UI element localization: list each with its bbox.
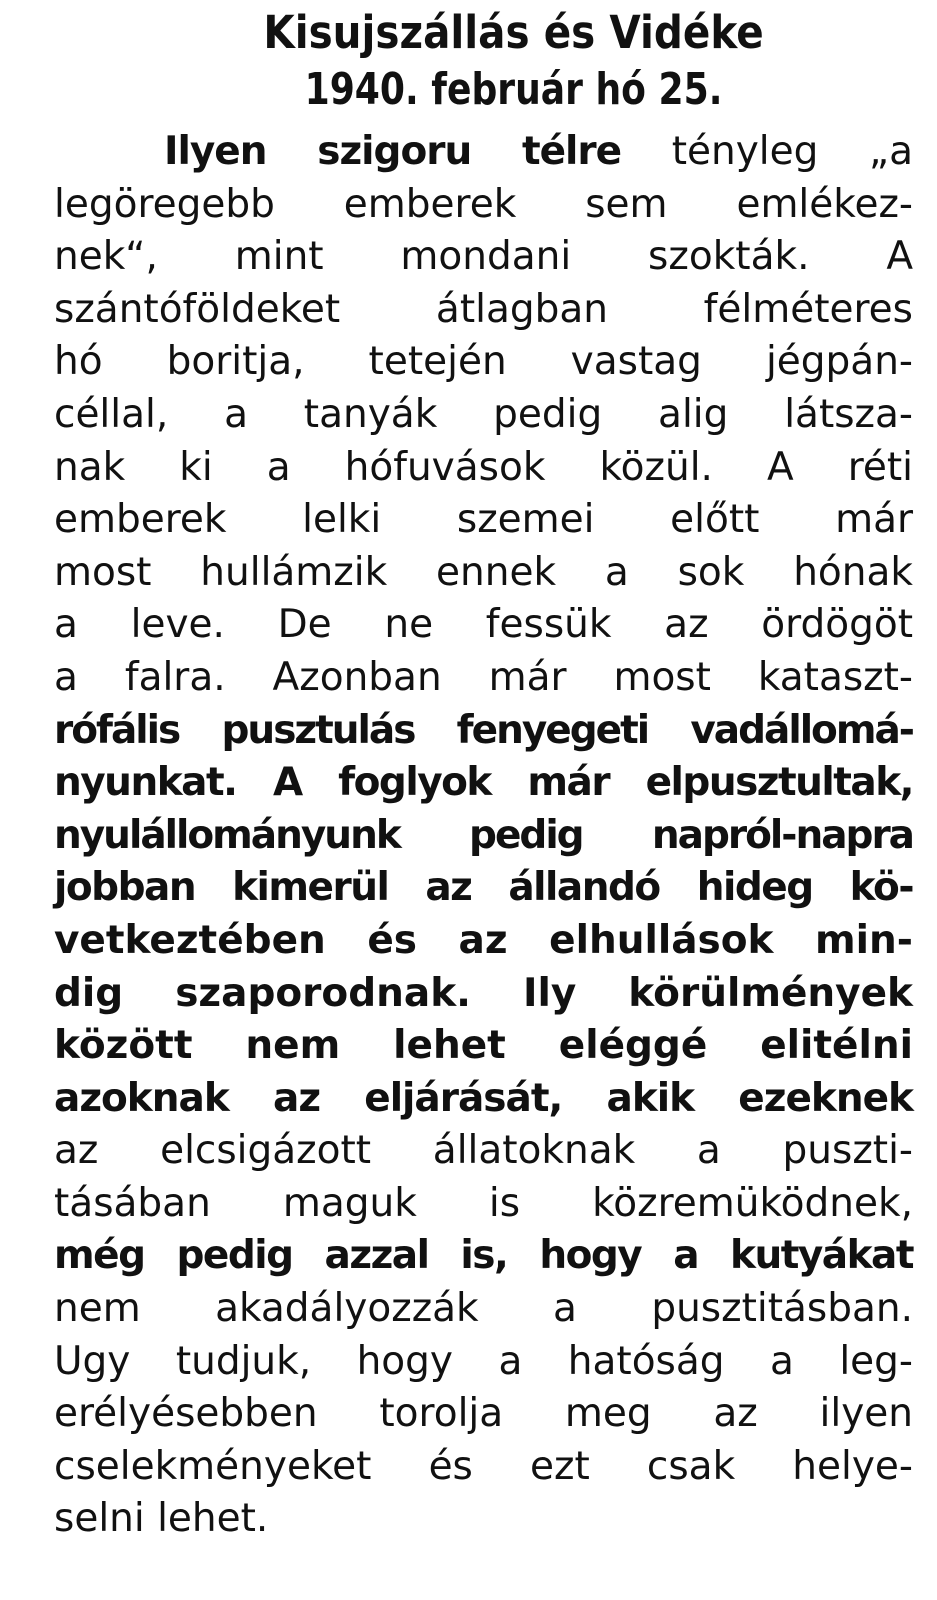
article-line-text: a falra. Azonban már most kataszt-	[54, 654, 913, 700]
article-line	[54, 757, 913, 810]
article-line	[54, 862, 913, 915]
article-line-text: nek“, mint mondani szokták. A	[54, 234, 913, 280]
article-line-text: vetkeztében és az elhullások min-	[54, 917, 913, 963]
article-line-text: jobban kimerül az állandó hideg kö-	[54, 865, 913, 911]
article-line-text: nyulállományunk pedig napról-napra	[54, 812, 913, 858]
article-line-text: legöregebb emberek sem emlékez-	[54, 181, 913, 227]
article-lead-in: Ilyen szigoru télre	[164, 129, 622, 174]
article-line	[54, 284, 913, 337]
article-line-text: erélyésebben torolja meg az ilyen	[54, 1391, 913, 1437]
article-line	[54, 547, 913, 600]
article-line	[54, 389, 913, 442]
dateline: 1940. február hó 25.	[304, 64, 723, 115]
article-line-text: emberek lelki szemei előtt már	[54, 497, 913, 543]
article-line-text: között nem lehet eléggé elitélni	[54, 1023, 913, 1069]
article-line-text: tásában maguk is közremüködnek,	[54, 1180, 913, 1226]
article-line	[54, 179, 913, 232]
article-line	[54, 336, 913, 389]
article-body	[54, 126, 913, 1546]
article-line	[54, 1020, 913, 1073]
article-line-text: tényleg „a	[671, 129, 914, 174]
article-line-text: hó boritja, tetején vastag jégpán-	[54, 339, 913, 385]
article-line	[54, 231, 913, 284]
article-line	[54, 1178, 913, 1231]
article-line	[54, 1125, 913, 1178]
article-line-text: az elcsigázott állatoknak a puszti-	[54, 1128, 913, 1174]
article-line	[54, 652, 913, 705]
article-line-text: nak ki a hófuvások közül. A réti	[54, 444, 913, 490]
article-line	[54, 1493, 913, 1546]
article-line-text: selni lehet.	[54, 1496, 269, 1542]
article-line-text: dig szaporodnak. Ily körülmények	[54, 970, 913, 1016]
article-line	[54, 126, 913, 179]
article-line	[54, 1336, 913, 1389]
article-line-text: most hullámzik ennek a sok hónak	[54, 549, 913, 595]
article-line-text: a leve. De ne fessük az ördögöt	[54, 602, 913, 648]
article-line	[54, 1283, 913, 1336]
article-line-text: rófális pusztulás fenyegeti vadállomá-	[54, 707, 913, 753]
article-line	[54, 494, 913, 547]
article-line-text: nem akadályozzák a pusztitásban.	[54, 1286, 913, 1332]
article-line	[54, 1441, 913, 1494]
article-line	[54, 442, 913, 495]
article-line	[54, 705, 913, 758]
article-line-text: még pedig azzal is, hogy a kutyákat	[54, 1233, 913, 1279]
article-line-text: azoknak az eljárását, akik ezeknek	[54, 1075, 913, 1121]
article-line-text: nyunkat. A foglyok már elpusztultak,	[54, 760, 913, 806]
article-line	[54, 810, 913, 863]
masthead: Kisujszállás és Vidéke	[263, 6, 764, 59]
article-line-text: Ugy tudjuk, hogy a hatóság a leg-	[54, 1338, 913, 1384]
article-line-text: céllal, a tanyák pedig alig látsza-	[54, 391, 913, 437]
article-line	[54, 1230, 913, 1283]
article-line	[54, 915, 913, 968]
article-line	[54, 968, 913, 1021]
article-line	[54, 599, 913, 652]
article-line-text: cselekményeket és ezt csak helye-	[54, 1443, 913, 1489]
article-line-text: szántóföldeket átlagban félméteres	[54, 286, 913, 332]
article-line	[54, 1073, 913, 1126]
article-line	[54, 1388, 913, 1441]
